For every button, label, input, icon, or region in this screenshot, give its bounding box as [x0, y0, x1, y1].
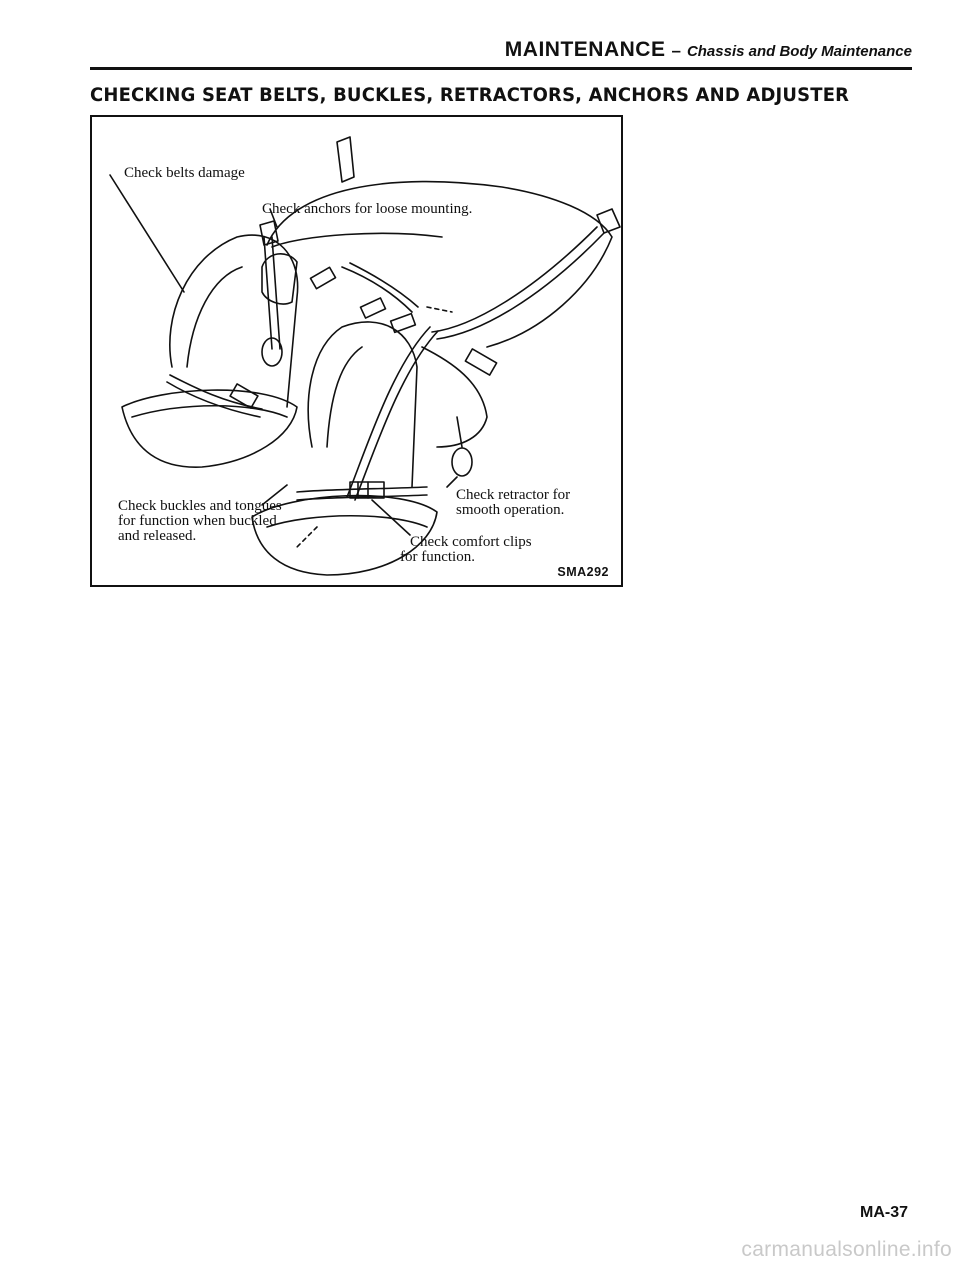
rear-seatback-inner	[272, 233, 442, 247]
callout-retractor-line2: smooth operation.	[456, 502, 565, 518]
retractor-right	[452, 448, 472, 476]
anchor-top	[337, 137, 354, 182]
leader-retractor	[447, 477, 457, 487]
left-lap-belt	[167, 375, 262, 417]
header-section: MAINTENANCE	[504, 38, 666, 61]
callout-buckles-line2: for function when buckled	[118, 513, 277, 529]
seat-belt-figure	[90, 115, 623, 587]
buckle-left	[230, 384, 258, 408]
header-rule	[90, 67, 912, 70]
callout-clips-line2: for function.	[400, 549, 475, 565]
callout-buckles-line3: and released.	[118, 528, 197, 544]
header-dash: –	[671, 41, 681, 60]
callout-buckles-line1: Check buckles and tongues	[118, 498, 282, 514]
leader-clips	[372, 500, 410, 535]
callout-belts: Check belts damage	[124, 165, 245, 181]
page-header	[505, 38, 912, 62]
page-number: MA-37	[859, 1204, 908, 1221]
callout-retractor-line1: Check retractor for	[456, 487, 571, 503]
section-title: CHECKING SEAT BELTS, BUCKLES, RETRACTORS, ANCHORS AND ADJUSTER	[90, 85, 850, 106]
right-shoulder-belt	[347, 327, 438, 500]
callout-clips-line1: Check comfort clips	[410, 534, 532, 550]
watermark: carmanualsonline.info	[741, 1238, 952, 1261]
anchor-right	[597, 209, 620, 233]
callout-anchors: Check anchors for loose mounting.	[262, 201, 473, 217]
tongue-right	[465, 349, 496, 375]
rear-belt	[432, 227, 604, 339]
leader-belts	[110, 175, 184, 292]
figure-id: SMA292	[557, 565, 609, 579]
header-subsection: Chassis and Body Maintenance	[686, 43, 912, 60]
